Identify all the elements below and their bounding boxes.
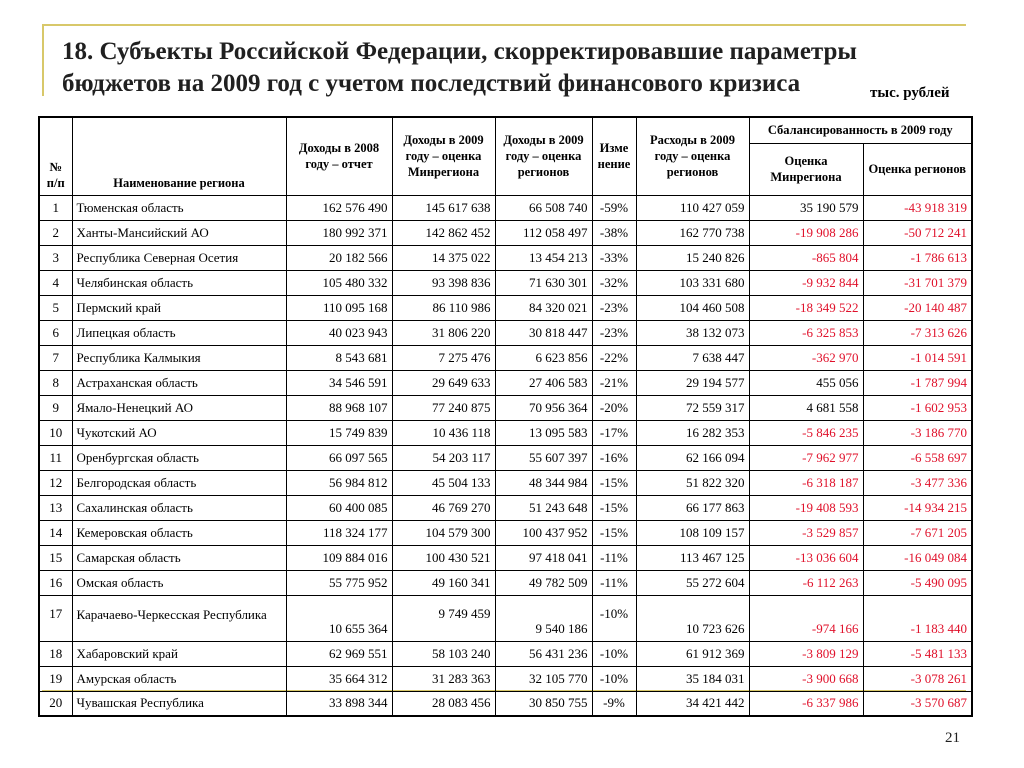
balance-regions: -6 558 697 [863,445,972,470]
income-2009-regions: 55 607 397 [495,445,592,470]
income-2008: 34 546 591 [286,370,392,395]
balance-minregion: -974 166 [749,595,863,641]
expenses-2009: 35 184 031 [636,666,749,691]
expenses-2009: 66 177 863 [636,495,749,520]
row-number: 16 [39,570,72,595]
change-percent: -16% [592,445,636,470]
region-name: Челябинская область [72,270,286,295]
income-2009-minregion: 77 240 875 [392,395,495,420]
change-percent: -11% [592,545,636,570]
change-percent: -9% [592,691,636,716]
income-2009-minregion: 49 160 341 [392,570,495,595]
income-2009-minregion: 7 275 476 [392,345,495,370]
balance-regions: -3 186 770 [863,420,972,445]
income-2008: 118 324 177 [286,520,392,545]
income-2008: 109 884 016 [286,545,392,570]
region-name: Оренбургская область [72,445,286,470]
slide-title: 18. Субъекты Российской Федерации, скорректировавшие параметры бюджетов на 2009 год с учетом последствий финансового кризиса [62,38,857,97]
income-2008: 55 775 952 [286,570,392,595]
balance-regions: -14 934 215 [863,495,972,520]
balance-minregion: -865 804 [749,245,863,270]
table-row [39,545,972,570]
balance-regions: -5 490 095 [863,570,972,595]
region-name: Астраханская область [72,370,286,395]
balance-minregion: 35 190 579 [749,195,863,220]
expenses-2009: 113 467 125 [636,545,749,570]
income-2008: 62 969 551 [286,641,392,666]
income-2008: 35 664 312 [286,666,392,691]
region-name: Пермский край [72,295,286,320]
change-percent: -33% [592,245,636,270]
expenses-2009: 62 166 094 [636,445,749,470]
table-row [39,595,972,641]
balance-minregion: -6 325 853 [749,320,863,345]
region-name: Чукотский АО [72,420,286,445]
expenses-2009: 103 331 680 [636,270,749,295]
income-2008: 66 097 565 [286,445,392,470]
expenses-2009: 110 427 059 [636,195,749,220]
income-2009-minregion: 86 110 986 [392,295,495,320]
header-balance: Сбалансированность в 2009 году [749,117,972,143]
income-2009-minregion: 100 430 521 [392,545,495,570]
income-2009-regions: 84 320 021 [495,295,592,320]
income-2009-regions: 112 058 497 [495,220,592,245]
balance-minregion: -19 408 593 [749,495,863,520]
income-2008: 162 576 490 [286,195,392,220]
table-row [39,520,972,545]
table-row [39,495,972,520]
table-row [39,570,972,595]
income-2008: 60 400 085 [286,495,392,520]
change-percent: -17% [592,420,636,445]
region-name: Тюменская область [72,195,286,220]
income-2009-regions: 71 630 301 [495,270,592,295]
income-2009-regions: 9 540 186 [495,595,592,641]
balance-regions: -1 602 953 [863,395,972,420]
change-percent: -22% [592,345,636,370]
balance-regions: -16 049 084 [863,545,972,570]
balance-minregion: -5 846 235 [749,420,863,445]
table-row [39,370,972,395]
income-2009-regions: 51 243 648 [495,495,592,520]
units-label: тыс. рублей [870,85,950,101]
row-number: 8 [39,370,72,395]
table-row [39,245,972,270]
expenses-2009: 55 272 604 [636,570,749,595]
header-balance-minregion: Оценка Минрегиона [749,143,863,195]
income-2009-minregion: 14 375 022 [392,245,495,270]
income-2008: 88 968 107 [286,395,392,420]
region-name: Кемеровская область [72,520,286,545]
table-row [39,320,972,345]
region-name: Карачаево-Черкесская Республика [72,595,286,641]
region-name: Хабаровский край [72,641,286,666]
balance-minregion: -13 036 604 [749,545,863,570]
left-rule [42,24,44,96]
balance-minregion: 455 056 [749,370,863,395]
expenses-2009: 10 723 626 [636,595,749,641]
balance-regions: -43 918 319 [863,195,972,220]
change-percent: -21% [592,370,636,395]
table-row [39,641,972,666]
row-number: 5 [39,295,72,320]
row-number: 10 [39,420,72,445]
income-2009-regions: 6 623 856 [495,345,592,370]
balance-regions: -50 712 241 [863,220,972,245]
balance-regions: -3 078 261 [863,666,972,691]
income-2009-minregion: 104 579 300 [392,520,495,545]
header-name: Наименование региона [72,117,286,195]
header-num: № п/п [39,117,72,195]
page-number: 21 [945,730,960,746]
balance-minregion: -3 900 668 [749,666,863,691]
region-name: Ямало-Ненецкий АО [72,395,286,420]
income-2009-minregion: 9 749 459 [392,595,495,641]
income-2009-minregion: 10 436 118 [392,420,495,445]
region-name: Амурская область [72,666,286,691]
table-row [39,666,972,691]
row-number: 17 [39,595,72,641]
balance-minregion: -6 112 263 [749,570,863,595]
table-row [39,691,972,716]
income-2009-minregion: 93 398 836 [392,270,495,295]
balance-regions: -1 014 591 [863,345,972,370]
change-percent: -23% [592,320,636,345]
header-expenses-2009: Расходы в 2009 году – оценка регионов [636,117,749,195]
balance-minregion: 4 681 558 [749,395,863,420]
balance-minregion: -18 349 522 [749,295,863,320]
income-2009-regions: 97 418 041 [495,545,592,570]
row-number: 15 [39,545,72,570]
expenses-2009: 61 912 369 [636,641,749,666]
income-2008: 105 480 332 [286,270,392,295]
balance-regions: -3 570 687 [863,691,972,716]
income-2008: 33 898 344 [286,691,392,716]
balance-regions: -7 313 626 [863,320,972,345]
change-percent: -59% [592,195,636,220]
table-body [39,195,972,716]
row-number: 12 [39,470,72,495]
expenses-2009: 162 770 738 [636,220,749,245]
expenses-2009: 7 638 447 [636,345,749,370]
balance-minregion: -3 529 857 [749,520,863,545]
change-percent: -10% [592,595,636,641]
row-number: 13 [39,495,72,520]
income-2009-regions: 49 782 509 [495,570,592,595]
region-name: Омская область [72,570,286,595]
expenses-2009: 51 822 320 [636,470,749,495]
table-row [39,220,972,245]
income-2008: 56 984 812 [286,470,392,495]
table-row [39,445,972,470]
balance-regions: -31 701 379 [863,270,972,295]
region-name: Чувашская Республика [72,691,286,716]
header-change: Изме нение [592,117,636,195]
expenses-2009: 34 421 442 [636,691,749,716]
income-2009-regions: 13 454 213 [495,245,592,270]
income-2008: 15 749 839 [286,420,392,445]
balance-minregion: -3 809 129 [749,641,863,666]
expenses-2009: 104 460 508 [636,295,749,320]
table-row [39,270,972,295]
balance-regions: -1 786 613 [863,245,972,270]
row-number: 18 [39,641,72,666]
income-2009-minregion: 29 649 633 [392,370,495,395]
header-income-2009-minregion: Доходы в 2009 году – оценка Минрегиона [392,117,495,195]
change-percent: -15% [592,495,636,520]
income-2009-regions: 32 105 770 [495,666,592,691]
income-2008: 40 023 943 [286,320,392,345]
balance-minregion: -362 970 [749,345,863,370]
balance-minregion: -9 932 844 [749,270,863,295]
income-2009-minregion: 54 203 117 [392,445,495,470]
balance-regions: -3 477 336 [863,470,972,495]
balance-regions: -7 671 205 [863,520,972,545]
income-2009-minregion: 28 083 456 [392,691,495,716]
balance-regions: -20 140 487 [863,295,972,320]
income-2008: 110 095 168 [286,295,392,320]
expenses-2009: 16 282 353 [636,420,749,445]
income-2009-regions: 66 508 740 [495,195,592,220]
region-name: Белгородская область [72,470,286,495]
expenses-2009: 29 194 577 [636,370,749,395]
table-row [39,420,972,445]
income-2009-regions: 100 437 952 [495,520,592,545]
income-2008: 20 182 566 [286,245,392,270]
expenses-2009: 15 240 826 [636,245,749,270]
income-2009-regions: 27 406 583 [495,370,592,395]
table-row [39,295,972,320]
row-number: 20 [39,691,72,716]
income-2008: 10 655 364 [286,595,392,641]
change-percent: -10% [592,666,636,691]
header-income-2009-regions: Доходы в 2009 году – оценка регионов [495,117,592,195]
change-percent: -15% [592,520,636,545]
balance-minregion: -7 962 977 [749,445,863,470]
income-2009-minregion: 31 283 363 [392,666,495,691]
income-2009-regions: 13 095 583 [495,420,592,445]
table-row [39,345,972,370]
row-number: 4 [39,270,72,295]
expenses-2009: 108 109 157 [636,520,749,545]
row-number: 7 [39,345,72,370]
change-percent: -15% [592,470,636,495]
row-number: 6 [39,320,72,345]
row-number: 11 [39,445,72,470]
row-number: 19 [39,666,72,691]
row-number: 14 [39,520,72,545]
change-percent: -20% [592,395,636,420]
income-2008: 8 543 681 [286,345,392,370]
region-name: Республика Северная Осетия [72,245,286,270]
region-name: Сахалинская область [72,495,286,520]
table-row [39,395,972,420]
change-percent: -23% [592,295,636,320]
income-2009-regions: 56 431 236 [495,641,592,666]
region-name: Липецкая область [72,320,286,345]
balance-minregion: -6 337 986 [749,691,863,716]
balance-minregion: -6 318 187 [749,470,863,495]
top-rule [42,24,966,26]
income-2009-minregion: 31 806 220 [392,320,495,345]
row-number: 9 [39,395,72,420]
expenses-2009: 72 559 317 [636,395,749,420]
row-number: 2 [39,220,72,245]
balance-regions: -1 787 994 [863,370,972,395]
income-2009-regions: 70 956 364 [495,395,592,420]
income-2008: 180 992 371 [286,220,392,245]
region-name: Самарская область [72,545,286,570]
balance-regions: -1 183 440 [863,595,972,641]
header-income-2008: Доходы в 2008 году – отчет [286,117,392,195]
income-2009-minregion: 46 769 270 [392,495,495,520]
region-name: Ханты-Мансийский АО [72,220,286,245]
change-percent: -11% [592,570,636,595]
change-percent: -32% [592,270,636,295]
change-percent: -38% [592,220,636,245]
income-2009-minregion: 142 862 452 [392,220,495,245]
balance-minregion: -19 908 286 [749,220,863,245]
change-percent: -10% [592,641,636,666]
income-2009-regions: 30 850 755 [495,691,592,716]
income-2009-minregion: 58 103 240 [392,641,495,666]
balance-regions: -5 481 133 [863,641,972,666]
income-2009-regions: 30 818 447 [495,320,592,345]
table-row [39,195,972,220]
income-2009-minregion: 145 617 638 [392,195,495,220]
region-name: Республика Калмыкия [72,345,286,370]
row-number: 1 [39,195,72,220]
income-2009-minregion: 45 504 133 [392,470,495,495]
income-2009-regions: 48 344 984 [495,470,592,495]
table-row [39,470,972,495]
header-balance-regions: Оценка регионов [863,143,972,195]
expenses-2009: 38 132 073 [636,320,749,345]
regions-table [38,116,973,717]
row-number: 3 [39,245,72,270]
